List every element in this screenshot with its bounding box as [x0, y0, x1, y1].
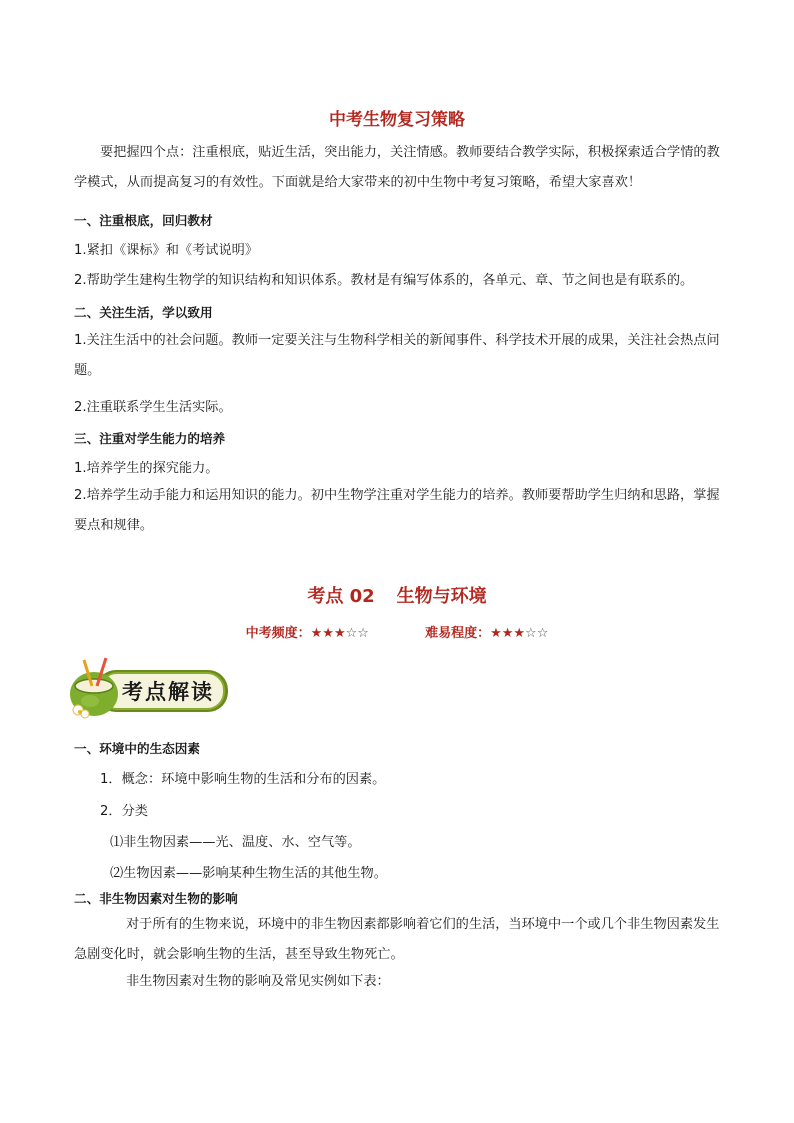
topic-name: 生物与环境	[396, 586, 487, 607]
topic-badge	[66, 656, 234, 722]
content-heading-1: 一、环境中的生态因素	[74, 741, 200, 756]
star-filled-icon: ★★★	[490, 626, 526, 641]
biotic-line: ⑵生物因素——影响某种生物生活的其他生物。	[110, 866, 387, 881]
classify-line: 2．分类	[100, 804, 148, 819]
doc-title: 中考生物复习策略	[329, 110, 465, 130]
abiotic-line: ⑴非生物因素——光、温度、水、空气等。	[110, 835, 361, 850]
topic-code: 考点 02	[307, 586, 375, 607]
list-item: 1.紧扣《课标》和《考试说明》	[74, 243, 259, 258]
star-filled-icon: ★★★	[310, 626, 346, 641]
content-heading-2: 二、非生物因素对生物的影响	[74, 891, 238, 906]
list-item: 2.注重联系学生生活实际。	[74, 400, 232, 415]
badge-text: 考点解读	[122, 679, 214, 704]
topic-meta	[0, 622, 794, 641]
frequency-label: 中考频度：	[245, 626, 311, 641]
section-heading-1: 一、注重根底，回归教材	[74, 213, 213, 228]
section-heading-3: 三、注重对学生能力的培养	[74, 431, 226, 446]
intro-paragraph: 要把握四个点：注重根底，贴近生活，突出能力，关注情感。教师要结合教学实际，积极探索适合学情的教学模式，从而提高复习的有效性。下面就是给大家带来的初中生物中考复习策略，希望大家喜欢！	[74, 145, 720, 190]
list-item: 2.培养学生动手能力和运用知识的能力。初中生物学注重对学生能力的培养。教师要帮助学生归纳和思路，掌握要点和规律。	[74, 488, 720, 533]
list-item: 1.关注生活中的社会问题。教师一定要关注与生物科学相关的新闻事件、科学技术开展的成果，关注社会热点问题。	[74, 333, 720, 378]
difficulty-rating	[425, 622, 548, 641]
list-item: 2.帮助学生建构生物学的知识结构和知识体系。教材是有编写体系的，各单元、章、节之间也是有联系的。	[74, 273, 694, 288]
difficulty-label: 难易程度：	[425, 626, 491, 641]
concept-line: 1．概念：环境中影响生物的生活和分布的因素。	[100, 772, 386, 787]
content-paragraph-1: 对于所有的生物来说，环境中的非生物因素都影响着它们的生活，当环境中一个或几个非生物因素发生急剧变化时，就会影响生物的生活，甚至导致生物死亡。	[74, 917, 720, 962]
topic-title	[0, 582, 794, 608]
content-paragraph-2: 非生物因素对生物的影响及常见实例如下表：	[126, 974, 390, 989]
list-item: 1.培养学生的探究能力。	[74, 461, 219, 476]
frequency-rating	[246, 622, 369, 641]
star-empty-icon: ☆☆	[525, 626, 549, 641]
star-empty-icon: ☆☆	[345, 626, 369, 641]
section-heading-2: 二、关注生活，学以致用	[74, 305, 213, 320]
